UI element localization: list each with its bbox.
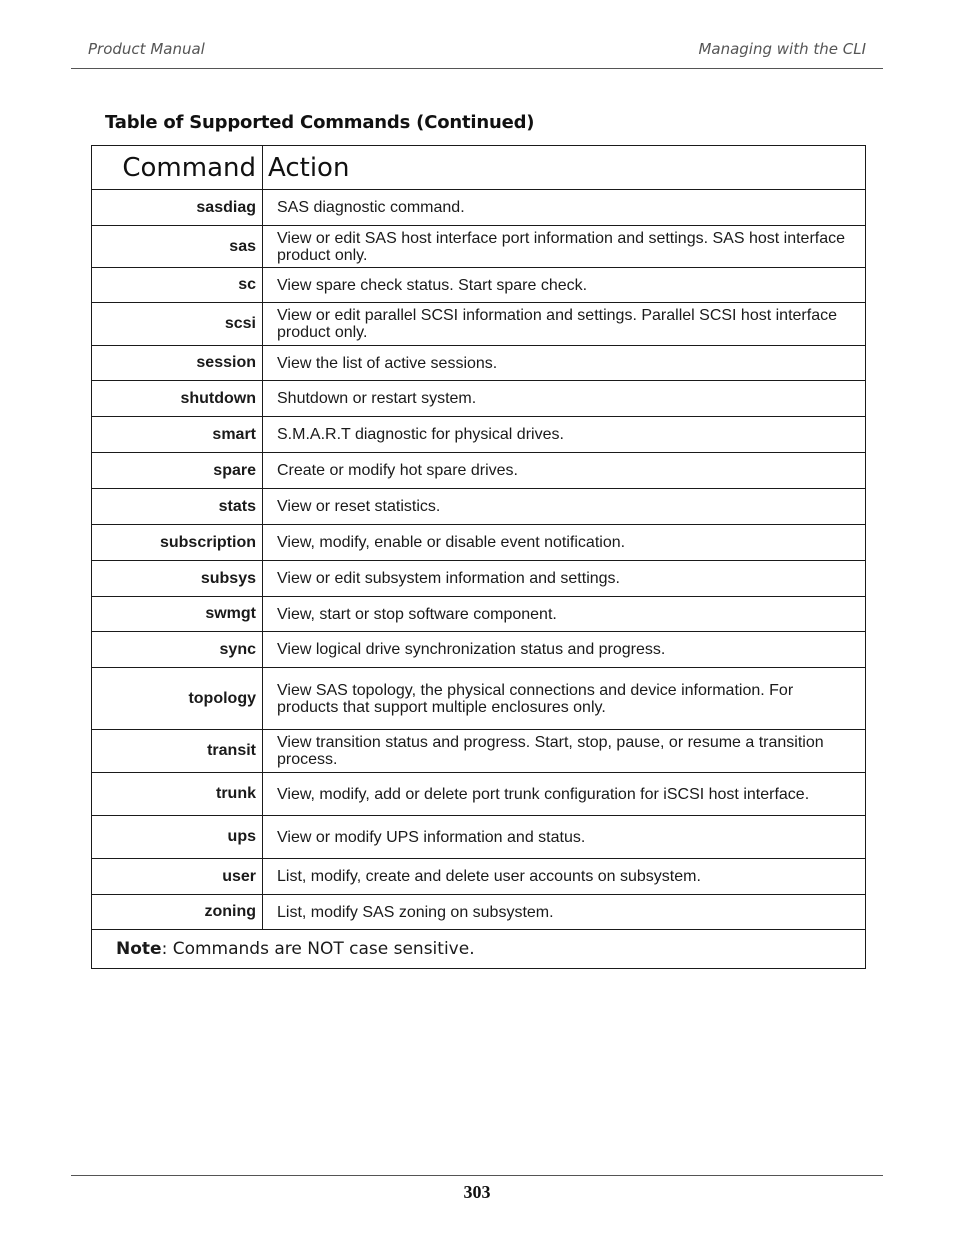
table-row: [92, 346, 866, 381]
note-label: Note: [116, 939, 162, 959]
command-cell: topology: [92, 668, 263, 730]
footer-rule: [71, 1175, 883, 1176]
note-row: [92, 930, 866, 969]
action-cell: Create or modify hot spare drives.: [263, 453, 866, 489]
command-cell: trunk: [92, 773, 263, 816]
action-cell: SAS diagnostic command.: [263, 190, 866, 226]
action-cell: S.M.A.R.T diagnostic for physical drives.: [263, 417, 866, 453]
command-cell: sasdiag: [92, 190, 263, 226]
action-cell: Shutdown or restart system.: [263, 381, 866, 417]
table-row: [92, 816, 866, 859]
command-cell: spare: [92, 453, 263, 489]
note-text: : Commands are NOT case sensitive.: [161, 939, 475, 959]
action-cell: View, start or stop software component.: [263, 597, 866, 632]
command-cell: transit: [92, 730, 263, 773]
action-cell: View or modify UPS information and status.: [263, 816, 866, 859]
action-cell: View transition status and progress. Start, stop, pause, or resume a transition process.: [263, 730, 866, 773]
commands-table: [91, 145, 866, 969]
column-header-command: Command: [92, 146, 263, 190]
header-left: Product Manual: [88, 40, 205, 58]
command-cell: stats: [92, 489, 263, 525]
table-row: [92, 190, 866, 226]
action-cell: View SAS topology, the physical connections and device information. For products that support multiple enclosures only.: [263, 668, 866, 730]
table-header-row: [92, 146, 866, 190]
table-row: [92, 489, 866, 525]
note-cell: [92, 930, 866, 969]
action-cell: View the list of active sessions.: [263, 346, 866, 381]
command-cell: zoning: [92, 895, 263, 930]
table-row: [92, 632, 866, 668]
table-row: [92, 730, 866, 773]
command-cell: shutdown: [92, 381, 263, 417]
command-cell: sas: [92, 226, 263, 268]
command-cell: sc: [92, 268, 263, 303]
command-cell: sync: [92, 632, 263, 668]
table-title: Table of Supported Commands (Continued): [105, 112, 535, 133]
command-cell: user: [92, 859, 263, 895]
action-cell: View or reset statistics.: [263, 489, 866, 525]
page-number: 303: [463, 1182, 491, 1202]
table-row: [92, 525, 866, 561]
header-right: Managing with the CLI: [698, 40, 866, 58]
table-row: [92, 773, 866, 816]
action-cell: View, modify, add or delete port trunk configuration for iSCSI host interface.: [263, 773, 866, 816]
header-rule: [71, 68, 883, 69]
command-cell: subscription: [92, 525, 263, 561]
command-cell: session: [92, 346, 263, 381]
table-row: [92, 668, 866, 730]
table-row: [92, 226, 866, 268]
table-row: [92, 381, 866, 417]
table-row: [92, 597, 866, 632]
table-row: [92, 417, 866, 453]
action-cell: View or edit subsystem information and settings.: [263, 561, 866, 597]
action-cell: View or edit parallel SCSI information and settings. Parallel SCSI host interface product only.: [263, 303, 866, 346]
command-cell: ups: [92, 816, 263, 859]
table-row: [92, 561, 866, 597]
action-cell: View logical drive synchronization status and progress.: [263, 632, 866, 668]
table-row: [92, 859, 866, 895]
command-cell: swmgt: [92, 597, 263, 632]
table-row: [92, 895, 866, 930]
command-cell: scsi: [92, 303, 263, 346]
action-cell: View or edit SAS host interface port information and settings. SAS host interface product only.: [263, 226, 866, 268]
column-header-action: Action: [263, 146, 866, 190]
action-cell: List, modify, create and delete user accounts on subsystem.: [263, 859, 866, 895]
action-cell: View spare check status. Start spare check.: [263, 268, 866, 303]
action-cell: View, modify, enable or disable event notification.: [263, 525, 866, 561]
command-cell: subsys: [92, 561, 263, 597]
command-cell: smart: [92, 417, 263, 453]
table-row: [92, 303, 866, 346]
table-row: [92, 268, 866, 303]
action-cell: List, modify SAS zoning on subsystem.: [263, 895, 866, 930]
table-row: [92, 453, 866, 489]
